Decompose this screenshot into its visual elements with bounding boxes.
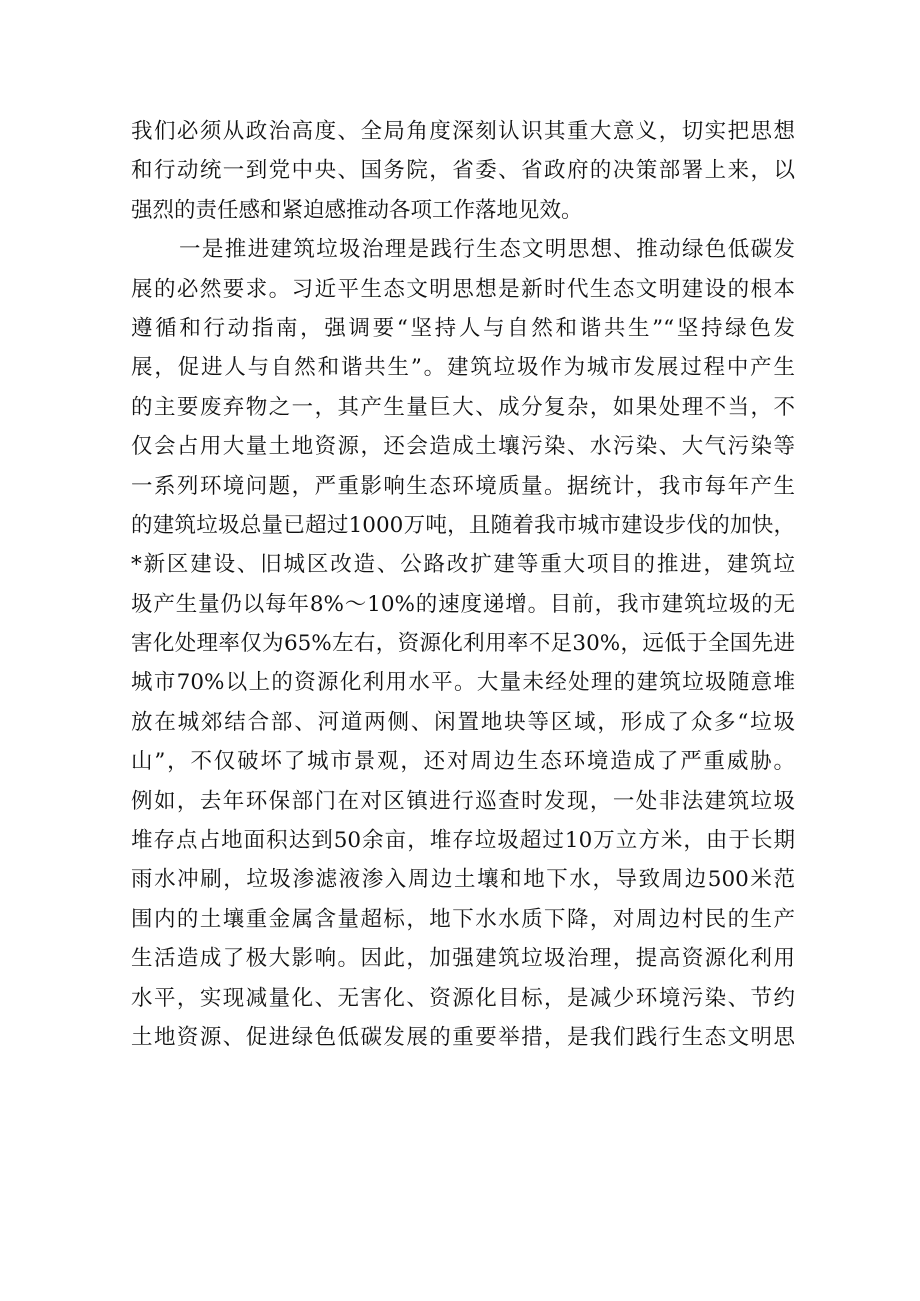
- paragraph-2-line-16: 堆存点占地面积达到50余亩，堆存垃圾超过10万立方米，由于长期: [131, 828, 795, 854]
- paragraph-2-line-9: *新区建设、旧城区改造、公路改扩建等重大项目的推进，建筑垃: [131, 552, 795, 578]
- paragraph-2-line-3: 遵循和行动指南，强调要“坚持人与自然和谐共生”“坚持绿色发: [131, 315, 795, 341]
- paragraph-2-line-15: 例如，去年环保部门在对区镇进行巡查时发现，一处非法建筑垃圾: [131, 788, 795, 814]
- paragraph-1-line-3: 强烈的责任感和紧迫感推动各项工作落地见效。: [131, 197, 583, 223]
- paragraph-2-line-17: 雨水冲刷，垃圾渗滤液渗入周边土壤和地下水，导致周边500米范: [131, 867, 795, 893]
- body-text: [131, 112, 795, 1057]
- paragraph-2-line-1: 一是推进建筑垃圾治理是践行生态文明思想、推动绿色低碳发: [179, 237, 795, 263]
- paragraph-2-line-21: 土地资源、促进绿色低碳发展的重要举措，是我们践行生态文明思: [131, 1024, 795, 1050]
- paragraph-2-line-19: 生活造成了极大影响。因此，加强建筑垃圾治理，提高资源化利用: [131, 946, 795, 972]
- paragraph-2-line-5: 的主要废弃物之一，其产生量巨大、成分复杂，如果处理不当，不: [131, 394, 795, 420]
- paragraph-1-line-1: 我们必须从政治高度、全局角度深刻认识其重大意义，切实把思想: [131, 119, 795, 144]
- paragraph-2-line-7: 一系列环境问题，严重影响生态环境质量。据统计，我市每年产生: [131, 473, 795, 499]
- paragraph-1-line-2: 和行动统一到党中央、国务院，省委、省政府的决策部署上来，以: [131, 158, 795, 184]
- paragraph-2-line-10: 圾产生量仍以每年8%～10%的速度递增。目前，我市建筑垃圾的无: [131, 591, 795, 617]
- paragraph-2-line-12: 城市70%以上的资源化利用水平。大量未经处理的建筑垃圾随意堆: [131, 670, 795, 696]
- paragraph-2-line-20: 水平，实现减量化、无害化、资源化目标，是减少环境污染、节约: [131, 985, 795, 1011]
- paragraph-2-line-2: 展的必然要求。习近平生态文明思想是新时代生态文明建设的根本: [131, 276, 795, 302]
- paragraph-2-line-13: 放在城郊结合部、河道两侧、闲置地块等区域，形成了众多“垃圾: [131, 709, 795, 735]
- paragraph-2-line-4: 展，促进人与自然和谐共生”。建筑垃圾作为城市发展过程中产生: [131, 355, 795, 381]
- paragraph-2-line-8: 的建筑垃圾总量已超过1000万吨，且随着我市城市建设步伐的加快，: [131, 512, 795, 538]
- paragraph-2-line-11: 害化处理率仅为65%左右，资源化利用率不足30%，远低于全国先进: [131, 631, 795, 657]
- paragraph-2-line-14: 山”，不仅破坏了城市景观，还对周边生态环境造成了严重威胁。: [131, 749, 795, 775]
- paragraph-2-line-18: 围内的土壤重金属含量超标，地下水水质下降，对周边村民的生产: [131, 906, 795, 932]
- paragraph-2-line-6: 仅会占用大量土地资源，还会造成土壤污染、水污染、大气污染等: [131, 434, 795, 460]
